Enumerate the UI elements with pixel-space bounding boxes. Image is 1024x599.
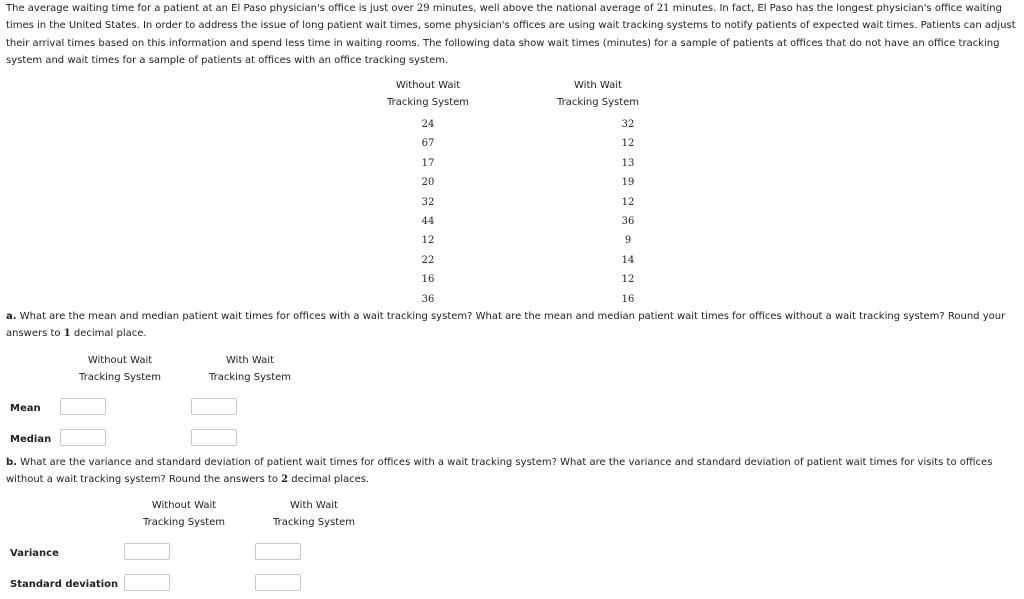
- variance-label: Variance: [10, 548, 59, 559]
- part-a-question: [6, 308, 1020, 343]
- mean-with-input[interactable]: [191, 398, 237, 415]
- part-a-col-header-with: [190, 352, 310, 386]
- data-col-header-with: [538, 77, 658, 111]
- data-cell-with: 9: [624, 235, 632, 247]
- data-col-header-without-line2: Tracking System: [386, 97, 470, 108]
- data-cell-with: 36: [621, 216, 635, 227]
- data-cell-with: 13: [621, 157, 635, 169]
- part-b-text-2: decimal places.: [288, 474, 370, 486]
- data-cell-without: 17: [421, 157, 435, 169]
- data-cell-without: 22: [421, 254, 435, 266]
- data-cell-without: 24: [421, 119, 435, 130]
- data-cell-with: 12: [621, 138, 635, 150]
- part-a-text: What are the mean and median patient wait times for offices with a wait tracking system? What are the mean and median patient wait times for offices without a wait tracking system? Round your answers to: [6, 311, 1006, 340]
- problem-intro: [6, 0, 1020, 70]
- part-b-col-header-with-line1: With Wait: [290, 500, 338, 511]
- median-without-input[interactable]: [60, 429, 106, 446]
- part-a-decimal-count: 1: [63, 328, 71, 340]
- data-cell-without: 44: [421, 216, 435, 227]
- part-b-col-header-with-line2: Tracking System: [272, 517, 356, 528]
- standard-deviation-without-input[interactable]: [124, 574, 170, 591]
- data-col-header-without: [368, 77, 488, 111]
- part-a-col-header-with-line2: Tracking System: [208, 372, 292, 383]
- part-b-col-header-without-line2: Tracking System: [142, 517, 226, 528]
- data-col-header-with-line2: Tracking System: [556, 97, 640, 108]
- part-b-col-header-without: [124, 497, 244, 531]
- data-cell-without: 12: [421, 235, 435, 247]
- median-with-input[interactable]: [191, 429, 237, 446]
- data-cell-without: 36: [421, 293, 435, 305]
- part-b-decimal-count: 2: [281, 474, 289, 486]
- intro-text-3: minutes. In fact, El Paso has the longest physician's office waiting times in the United States. In order to address the issue of long patient wait times, some physician's offices are using wait tracking systems to notify patients of expected wait times. Patients can adjust their arrival times based on this information and spend less time in waiting rooms. The following data show wait times (minutes) for a sample of patients at offices that do not have an office tracking system and wait times for a sample of patients at offices with an office tracking system.: [6, 3, 1016, 67]
- part-b-col-header-with: [254, 497, 374, 531]
- standard-deviation-with-input[interactable]: [255, 574, 301, 591]
- part-a-col-header-with-line1: With Wait: [226, 355, 274, 366]
- intro-text-2: minutes, well above the national average of: [429, 3, 657, 14]
- mean-without-input[interactable]: [60, 398, 106, 415]
- data-col-header-with-line1: With Wait: [574, 80, 622, 91]
- data-cell-without: 67: [421, 138, 435, 150]
- part-b-col-header-without-line1: Without Wait: [151, 500, 217, 511]
- data-cell-without: 20: [421, 177, 435, 189]
- data-cell-without: 32: [421, 196, 435, 208]
- data-cell-with: 32: [621, 119, 635, 130]
- intro-number-29: 29: [416, 3, 430, 14]
- data-cell-with: 16: [621, 293, 635, 305]
- data-cell-with: 12: [621, 196, 635, 208]
- part-a-text-2: decimal place.: [70, 328, 147, 340]
- data-cell-with: 19: [621, 177, 635, 189]
- part-a-col-header-without-line1: Without Wait: [87, 355, 153, 366]
- part-b-question: [6, 454, 1020, 489]
- part-a-col-header-without-line2: Tracking System: [78, 372, 162, 383]
- part-a-col-header-without: [60, 352, 180, 386]
- part-b-text: What are the variance and standard deviation of patient wait times for offices with a wait tracking system? What are the variance and standard deviation of patient wait times for visits to offices without a wait tracking system? Round the answers to: [6, 457, 993, 486]
- mean-label: Mean: [10, 403, 41, 414]
- data-cell-with: 14: [621, 254, 635, 266]
- data-cell-without: 16: [421, 274, 435, 286]
- part-b-letter: b.: [6, 457, 17, 468]
- part-a-letter: a.: [6, 311, 17, 322]
- intro-text-1: The average waiting time for a patient at an El Paso physician's office is just over: [6, 3, 417, 14]
- data-cell-with: 12: [621, 274, 635, 286]
- variance-with-input[interactable]: [255, 543, 301, 560]
- median-label: Median: [10, 434, 52, 445]
- data-col-header-without-line1: Without Wait: [395, 80, 461, 91]
- variance-without-input[interactable]: [124, 543, 170, 560]
- intro-number-21: 21: [656, 3, 670, 14]
- standard-deviation-label: Standard deviation: [10, 579, 119, 590]
